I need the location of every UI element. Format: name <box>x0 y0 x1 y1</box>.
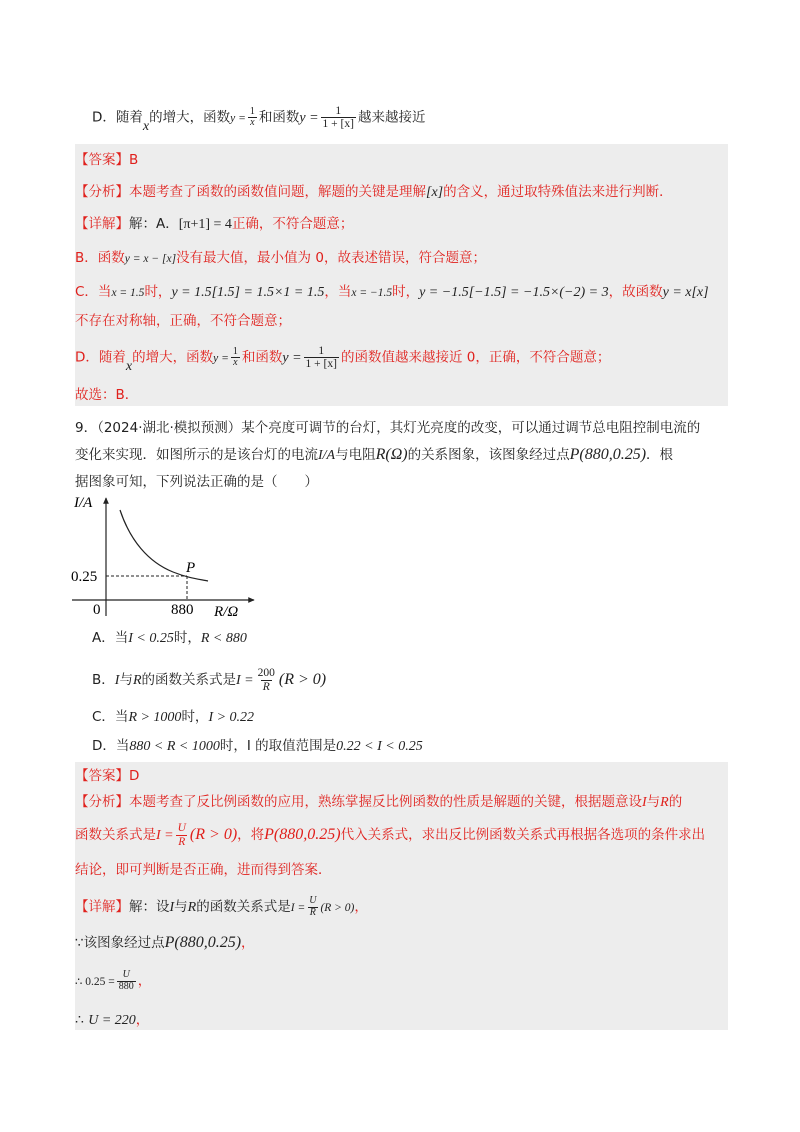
detail-tag: 【详解】 <box>75 216 129 232</box>
text: 时， <box>181 709 209 725</box>
expr: [π+1] = 4 <box>178 217 232 232</box>
text: ，故函数 <box>608 284 663 300</box>
q8-detail-d <box>75 345 728 374</box>
fraction <box>304 345 339 370</box>
text: 不存在对称轴，正确，不符合题意； <box>75 313 291 329</box>
var: I <box>642 795 647 810</box>
expr: y = x[x] <box>662 285 709 300</box>
text: 的增大，函数 <box>132 349 214 366</box>
text: 本题考查了反比例函数的应用，熟练掌握反比例函数的性质是解题的关键，根据题意设 <box>129 794 642 810</box>
denominator: R <box>178 835 186 848</box>
text: ，当 <box>324 284 352 300</box>
expr: (R > 0) <box>189 826 238 843</box>
text: 时， <box>144 284 172 300</box>
numerator: 1 <box>232 345 238 357</box>
y-axis-label: I/A <box>74 495 93 511</box>
text: 的 <box>668 794 683 810</box>
answer-tag: 【答案】 <box>75 152 129 168</box>
expr: (R > 0) <box>320 902 355 914</box>
text: ， <box>241 935 255 951</box>
expr: y = 1.5[1.5] = 1.5×1 = 1.5 <box>171 285 325 300</box>
text: 时，I 的取值范围是 <box>219 738 337 754</box>
var: I <box>114 673 120 688</box>
q8-option-d <box>92 105 728 134</box>
text: D．随着 <box>92 109 143 126</box>
text: 的函数关系式是 <box>141 672 236 688</box>
q9-stem-2 <box>75 445 728 466</box>
text: D．随着 <box>75 349 126 366</box>
var-x: x <box>125 358 133 374</box>
text: 时， <box>392 284 420 300</box>
text: 的函数值越来越接近 0，正确，不符合题意； <box>340 349 611 366</box>
expr: (R > 0) <box>278 671 327 688</box>
text: C．当 <box>75 284 112 300</box>
text: D．当 <box>92 738 130 754</box>
q9-detail-1 <box>75 890 728 925</box>
x-axis-label: R/Ω <box>214 604 239 620</box>
text: 的关系图象，该图象经过点 <box>407 447 570 463</box>
q9-detail-4 <box>75 1010 728 1031</box>
expr: R > 1000 <box>128 710 182 725</box>
expr: y = <box>299 110 319 126</box>
expr: ∴ 0.25 = <box>75 976 115 988</box>
q8-analysis <box>75 182 728 203</box>
expr: P(880,0.25) <box>264 826 341 843</box>
text: 的含义，通过取特殊值法来进行判断． <box>443 184 673 200</box>
expr: I = <box>236 673 254 688</box>
text: ∵该图象经过点 <box>75 935 165 951</box>
text: 函数关系式是 <box>75 827 156 843</box>
numerator: U <box>309 895 317 906</box>
q8-answer <box>75 150 728 170</box>
numerator: 200 <box>257 667 275 680</box>
text: ， <box>135 1012 150 1028</box>
answer-value: B <box>129 152 139 168</box>
expr: y = <box>213 352 229 365</box>
text: 代入关系式，求出反比例函数关系式再根据各选项的条件求出 <box>340 827 706 843</box>
numerator: 1 <box>318 345 325 357</box>
fraction <box>176 822 188 847</box>
fraction <box>231 347 240 369</box>
y-tick-label: 0.25 <box>71 569 98 585</box>
expr: x = −1.5 <box>351 287 393 299</box>
text: 与 <box>119 672 133 688</box>
expr: y = <box>230 112 246 125</box>
var: R <box>132 673 142 688</box>
text: 的增大，函数 <box>149 109 231 126</box>
q9-option-b <box>92 663 728 698</box>
numerator: 1 <box>249 105 255 117</box>
var: I <box>169 900 175 915</box>
answer-tag: 【答案】 <box>75 768 129 784</box>
expr: I = <box>290 902 306 914</box>
expr: P(880,0.25) <box>164 934 242 951</box>
q9-detail-3 <box>75 966 728 997</box>
expr: U = 220 <box>88 1013 136 1028</box>
q9-stem-3 <box>75 472 728 492</box>
var: R <box>660 795 669 810</box>
q9-analysis-1 <box>75 792 728 813</box>
text: 变化来实现．如图所示的是该台灯的电流 <box>75 447 318 463</box>
q8-detail-b <box>75 248 728 269</box>
denominator: R <box>262 680 270 693</box>
q9-answer <box>75 766 728 786</box>
numerator: 1 <box>335 105 342 117</box>
text: 与 <box>174 899 188 915</box>
denominator: 1 + [x] <box>305 358 337 371</box>
numerator: U <box>177 822 186 835</box>
text: 越来越接近 <box>357 109 426 126</box>
point-label: P <box>186 560 196 576</box>
expr: I > 0.22 <box>208 710 255 725</box>
text: ．根 <box>646 447 674 463</box>
text: 9．（2024·湖北·模拟预测）某个亮度可调节的台灯，其灯光亮度的改变，可以通过调节总电阻控制电流的 <box>75 420 701 436</box>
detail-tag: 【详解】 <box>75 899 129 915</box>
text: ， <box>137 973 152 989</box>
text: 与 <box>646 794 661 810</box>
q8-detail-c <box>75 282 728 303</box>
q9-option-d <box>92 736 728 757</box>
origin-label: 0 <box>93 602 101 618</box>
var-x: x <box>142 118 150 134</box>
text: 结论，即可判断是否正确，进而得到答案． <box>75 862 332 878</box>
expr: [x] <box>426 185 444 200</box>
text: 正确，不符合题意； <box>231 216 354 232</box>
expr: R < 880 <box>200 631 247 646</box>
text: 据图象可知，下列说法正确的是（ ） <box>75 474 318 490</box>
text: B．函数 <box>75 250 125 266</box>
fraction <box>256 667 277 692</box>
text: 和函数 <box>241 349 283 366</box>
expr: 0.22 < I < 0.25 <box>336 739 423 754</box>
x-tick-label: 880 <box>171 602 194 618</box>
text: B． <box>92 672 115 688</box>
expr: P(880,0.25) <box>569 446 647 463</box>
text: C．当 <box>92 709 129 725</box>
analysis-tag: 【分析】 <box>75 184 129 200</box>
fraction <box>248 107 257 129</box>
fraction <box>307 896 318 918</box>
numerator: U <box>122 969 130 980</box>
expr: y = −1.5[−1.5] = −1.5×(−2) = 3 <box>419 285 609 300</box>
text: 的函数关系式是 <box>196 899 291 915</box>
denominator: 1 + [x] <box>322 118 354 131</box>
expr: I = <box>156 828 174 843</box>
answer-value: D <box>129 768 140 784</box>
text: 解：A． <box>129 216 179 232</box>
q9-option-c <box>92 707 728 728</box>
q9-stem-1 <box>75 418 728 438</box>
text: 故选：B． <box>75 387 139 403</box>
denominator: 880 <box>118 980 134 992</box>
expr: ∴ <box>75 1013 84 1028</box>
var: R <box>187 900 197 915</box>
denominator: x <box>233 357 238 369</box>
analysis-tag: 【分析】 <box>75 794 129 810</box>
q8-conclusion <box>75 385 728 405</box>
denominator: R <box>309 906 316 918</box>
text: 本题考查了函数的函数值问题，解题的关键是理解 <box>129 184 426 200</box>
text: 解：设 <box>129 899 170 915</box>
text: 与电阻 <box>335 447 376 463</box>
q8-detail-a <box>75 214 728 235</box>
q9-graph <box>68 492 258 622</box>
expr: y = <box>282 350 302 366</box>
q9-analysis-2 <box>75 818 728 853</box>
denominator: x <box>250 117 255 129</box>
expr: I < 0.25 <box>128 631 174 646</box>
q8-detail-c2 <box>75 311 728 331</box>
text: A．当 <box>92 630 129 646</box>
text: ， <box>354 899 368 915</box>
text: 和函数 <box>258 109 300 126</box>
expr: y = x − [x] <box>124 253 177 265</box>
expr: I/A <box>318 448 336 463</box>
expr: R(Ω) <box>375 446 408 463</box>
fraction <box>117 970 136 992</box>
text: ，将 <box>237 827 265 843</box>
text: 没有最大值，最小值为 0，故表述错误，符合题意； <box>176 250 486 266</box>
expr: x = 1.5 <box>111 287 145 299</box>
fraction <box>321 105 356 130</box>
q9-analysis-3 <box>75 860 728 880</box>
q9-option-a <box>92 628 728 649</box>
q9-detail-2 <box>75 933 728 953</box>
text: 时， <box>173 630 201 646</box>
expr: 880 < R < 1000 <box>129 739 220 754</box>
